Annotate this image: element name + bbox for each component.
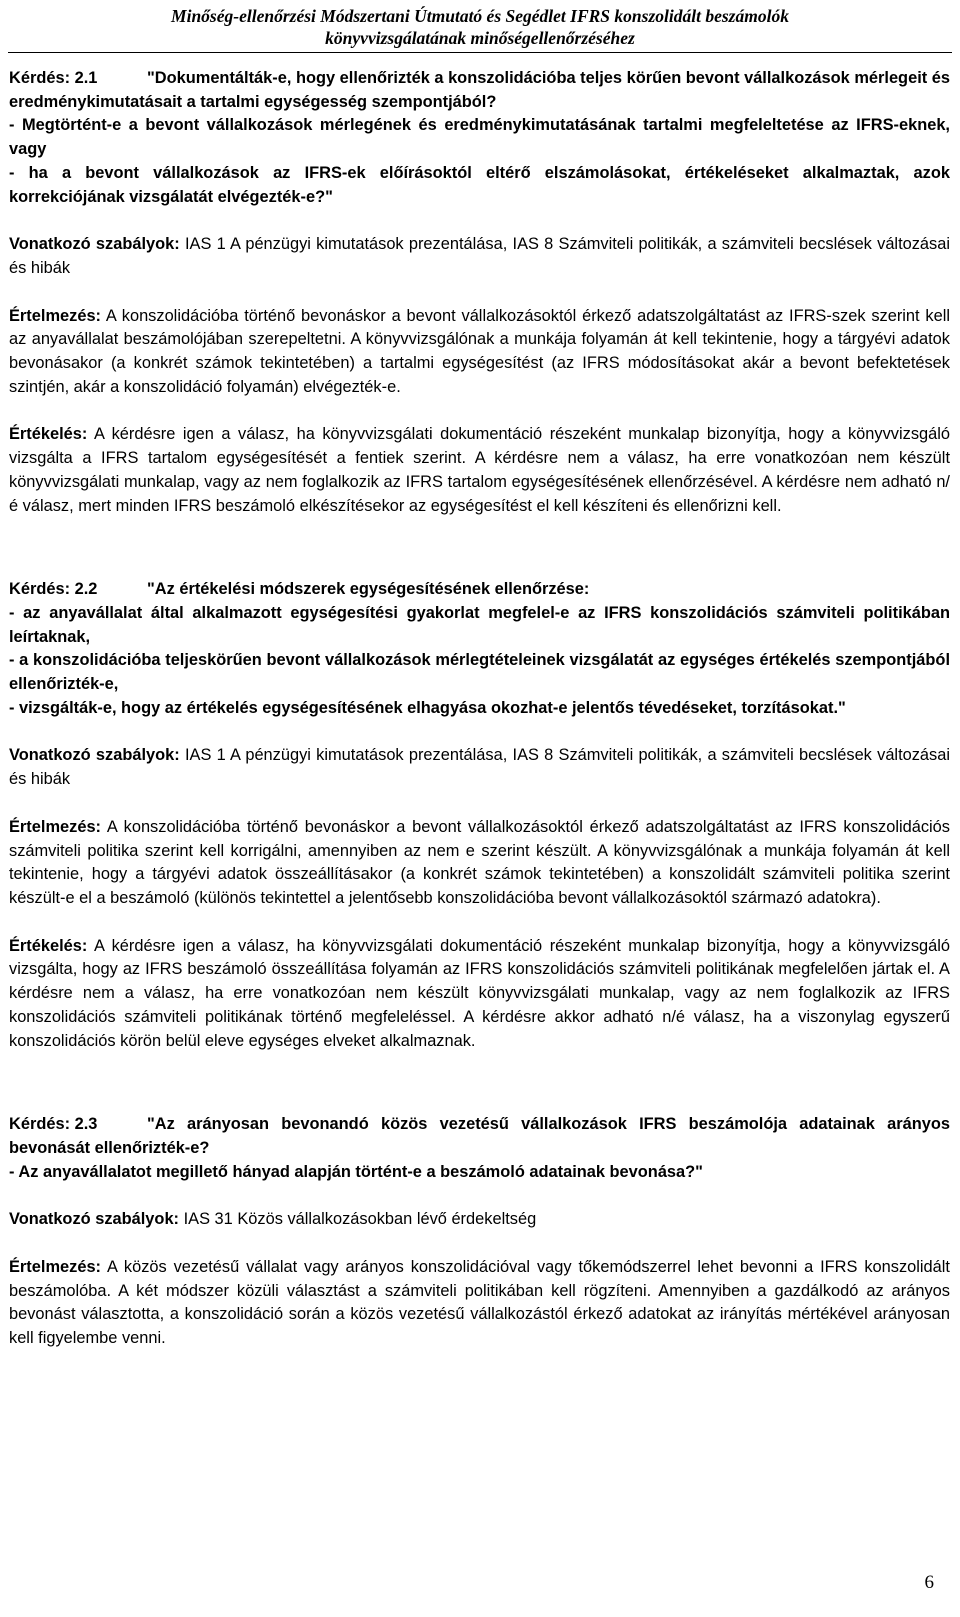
question-label: Kérdés: 2.2 bbox=[9, 580, 98, 599]
interpretation-label: Értelmezés: bbox=[9, 306, 102, 325]
section-2-3 bbox=[9, 1113, 950, 1351]
header-divider bbox=[8, 52, 952, 53]
question-line: "Az arányosan bevonandó közös vezetésű vállalkozások IFRS beszámolója adatainak arányos bevonását ellenőrizték-e? bbox=[9, 1115, 950, 1157]
interpretation-label: Értelmezés: bbox=[9, 1258, 102, 1277]
question-line: "Az értékelési módszerek egységesítésének ellenőrzése: bbox=[147, 580, 590, 599]
section-2-1 bbox=[9, 67, 950, 518]
rules-paragraph bbox=[9, 744, 950, 791]
evaluation-text: A kérdésre igen a válasz, ha könyvvizsgálati dokumentáció részeként munkalap bizonyítja, hogy a könyvvizsgáló vizsgálta, hogy az IFRS beszámoló összeállítása folyamán az IFRS konszolidációs számviteli politikának megfelelően jártak el. A kérdésre nem a válasz, ha erre vonatkozóan nem készült könyvvizsgálati munkalap, vagy az nem foglalkozik az IFRS konszolidációs számviteli politikának történő megfeleléssel. A kérdésre akkor adható n/é válasz, ha a viszonylag egyszerű konszolidációs körön belül eleve egységes elveket alkalmaznak. bbox=[9, 936, 950, 1050]
question-2-1 bbox=[9, 67, 950, 114]
question-line: "Dokumentálták-e, hogy ellenőrizték a konszolidációba teljes körűen bevont vállalkozások mérlegeit és eredménykimutatásait a tartalmi egységesség szempontjából? bbox=[9, 69, 950, 111]
interpretation-paragraph bbox=[9, 816, 950, 911]
question-line: - Megtörtént-e a bevont vállalkozások mérlegének és eredménykimutatásának tartalmi megfeleltetése az IFRS-eknek, vagy bbox=[9, 116, 950, 159]
question-2-2 bbox=[9, 578, 950, 602]
evaluation-label: Értékelés: bbox=[9, 425, 88, 444]
evaluation-paragraph bbox=[9, 935, 950, 1054]
running-header bbox=[0, 0, 960, 49]
question-line: - Az anyavállalatot megillető hányad alapján történt-e a beszámoló adatainak bevonása?" bbox=[9, 1162, 703, 1181]
rules-text: IAS 1 A pénzügyi kimutatások prezentálása, IAS 8 Számviteli politikák, a számviteli becslések változásai és hibák bbox=[9, 746, 951, 789]
interpretation-text: A konszolidációba történő bevonáskor a bevont vállalkozásoktól érkező adatszolgáltatást az IFRS-szek szerint kell az anyavállalat beszámolójában szerepeltetni. A könyvvizsgálónak a munkája folyamán át kell tekintenie, hogy a tárgyévi adatok bevonásakor (a konkrét számok tekintetében) a tartalmi egységesítést (az IFRS módosításokat akár a bevont befektetések szintjén, akár a konszolidáció folyamán) elvégezték-e. bbox=[9, 306, 950, 396]
question-line: - a konszolidációba teljeskörűen bevont vállalkozások mérlegtételeinek vizsgálatát az egységes értékelés szempontjából ellenőrizték-e, bbox=[9, 651, 950, 694]
page-number: 6 bbox=[924, 1572, 934, 1593]
interpretation-label: Értelmezés: bbox=[9, 817, 102, 836]
question-label: Kérdés: 2.3 bbox=[9, 1115, 98, 1134]
question-line: - ha a bevont vállalkozások az IFRS-ek előírásoktól eltérő elszámolásokat, értékeléseket alkalmaztak, azok korrekciójának vizsgálatát elvégezték-e?" bbox=[9, 163, 950, 206]
rules-text: IAS 1 A pénzügyi kimutatások prezentálása, IAS 8 Számviteli politikák, a számviteli becslések változásai és hibák bbox=[9, 235, 951, 277]
question-2-3 bbox=[9, 1113, 950, 1160]
rules-label: Vonatkozó szabályok: bbox=[9, 746, 180, 765]
question-line: - az anyavállalat által alkalmazott egységesítési gyakorlat megfelel-e az IFRS konszolidációs számviteli politikában leírtaknak, bbox=[9, 603, 950, 646]
interpretation-text: A konszolidációba történő bevonáskor a bevont vállalkozásoktól érkező adatszolgáltatást az IFRS konszolidációs számviteli politika szerint kell korrigálni, amennyiben az nem e szerint készült. A könyvvizsgálónak a munkája folyamán át kell tekintenie, hogy a tárgyévi adatok összeállításakor (a konkrét számok tekintetében) a konszolidált számviteli politika szerint készült-e el a beszámoló (különös tekintettel a jelentősebb konszolidációba bevont vállalkozásoktól származó adatokra). bbox=[9, 817, 950, 907]
section-2-2 bbox=[9, 578, 950, 1053]
header-line-1: Minőség-ellenőrzési Módszertani Útmutató és Segédlet IFRS konszolidált beszámolók bbox=[171, 6, 789, 26]
rules-label: Vonatkozó szabályok: bbox=[9, 1210, 180, 1229]
evaluation-paragraph bbox=[9, 423, 950, 518]
rules-paragraph bbox=[9, 1208, 950, 1232]
interpretation-paragraph bbox=[9, 305, 950, 400]
question-line: - vizsgálták-e, hogy az értékelés egységesítésének elhagyása okozhat-e jelentős tévedéseket, torzításokat." bbox=[9, 698, 846, 717]
interpretation-paragraph bbox=[9, 1256, 950, 1351]
rules-label: Vonatkozó szabályok: bbox=[9, 235, 180, 254]
evaluation-text: A kérdésre igen a válasz, ha könyvvizsgálati dokumentáció részeként munkalap bizonyítja, hogy a könyvvizsgáló vizsgálta a IFRS tartalom egységesítését a fentiek szerint. A kérdésre nem a válasz, ha erre vonatkozóan nem készült könyvvizsgálati munkalap, vagy az nem foglalkozik az IFRS tartalom egységesítésének ellenőrzésével. A kérdésre nem adható n/é válasz, mert minden IFRS beszámoló elkészítésekor az egységesítést el kell készíteni és ellenőrizni kell. bbox=[9, 425, 950, 515]
header-line-2: könyvvizsgálatának minőségellenőrzéséhez bbox=[325, 28, 635, 48]
document-body bbox=[9, 67, 950, 1351]
rules-paragraph bbox=[9, 233, 950, 280]
rules-text: IAS 31 Közös vállalkozásokban lévő érdekeltség bbox=[183, 1210, 537, 1229]
interpretation-text: A közös vezetésű vállalat vagy arányos konszolidációval vagy tőkemódszerrel lehet bevonni a IFRS konszolidált beszámolóba. A két módszer közüli választást a számviteli politikában kell rögzíteni. Amennyiben a gazdálkodó az arányos bevonást választotta, a konszolidáció során a közös vezetésű vállalkozástól érkező adatokat az irányítás mértékével arányosan kell figyelembe venni. bbox=[9, 1258, 950, 1348]
question-label: Kérdés: 2.1 bbox=[9, 69, 98, 87]
evaluation-label: Értékelés: bbox=[9, 936, 88, 955]
